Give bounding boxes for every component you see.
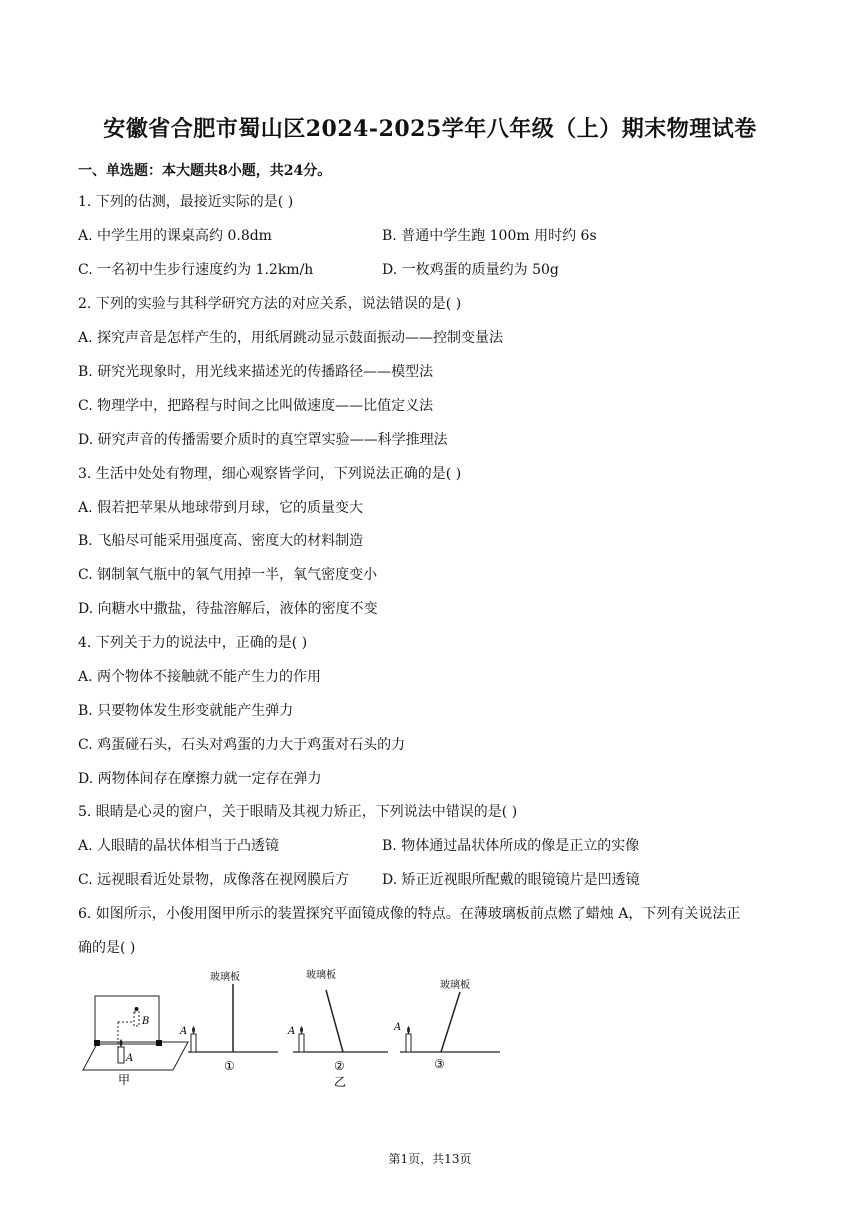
label-a-jia: A bbox=[126, 1053, 134, 1064]
glass-plate bbox=[95, 996, 159, 1044]
question-1-option-d: D. 一枚鸡蛋的质量约为 50g bbox=[382, 262, 559, 278]
question-2-option-b: B. 研究光现象时，用光线来描述光的传播路径——模型法 bbox=[78, 364, 434, 380]
clip-right bbox=[156, 1040, 162, 1046]
question-4-option-b: B. 只要物体发生形变就能产生弹力 bbox=[78, 703, 294, 719]
candle-3 bbox=[406, 1034, 411, 1052]
glass-label-1: 玻璃板 bbox=[210, 972, 240, 983]
question-5-stem: 5. 眼睛是心灵的窗户，关于眼睛及其视力矫正，下列说法中错误的是( ) bbox=[78, 804, 518, 820]
glass-label-2: 玻璃板 bbox=[306, 970, 336, 981]
question-6-stem-line2: 确的是( ) bbox=[78, 940, 136, 956]
question-1-stem: 1. 下列的估测，最接近实际的是( ) bbox=[78, 194, 294, 210]
label-3: ③ bbox=[434, 1057, 445, 1071]
label-a-1: A bbox=[180, 1026, 188, 1037]
question-3-stem: 3. 生活中处处有物理，细心观察皆学问，下列说法正确的是( ) bbox=[78, 466, 462, 482]
question-1-option-a: A. 中学生用的课桌高约 0.8dm bbox=[78, 228, 272, 244]
glass-tilted-forward bbox=[441, 992, 460, 1052]
label-jia: 甲 bbox=[118, 1073, 131, 1087]
glass-tilted-back bbox=[326, 990, 343, 1052]
question-5-option-b: B. 物体通过晶状体所成的像是正立的实像 bbox=[382, 838, 640, 854]
candle-1-flame bbox=[192, 1026, 195, 1034]
question-2-option-a: A. 探究声音是怎样产生的，用纸屑跳动显示鼓面振动——控制变量法 bbox=[78, 330, 504, 346]
question-3-option-d: D. 向糖水中撒盐，待盐溶解后，液体的密度不变 bbox=[78, 601, 378, 617]
candle-3-flame bbox=[407, 1026, 410, 1034]
question-4-stem: 4. 下列关于力的说法中，正确的是( ) bbox=[78, 635, 308, 651]
question-4-option-a: A. 两个物体不接触就不能产生力的作用 bbox=[78, 669, 322, 685]
mirror-experiment-figure bbox=[78, 962, 508, 1092]
candle-b-flame bbox=[135, 1007, 139, 1011]
label-1: ① bbox=[224, 1059, 235, 1073]
glass-label-3: 玻璃板 bbox=[440, 980, 470, 991]
label-2: ② bbox=[334, 1059, 345, 1073]
page-footer: 第1页，共13页 bbox=[388, 1152, 472, 1166]
figure-yi-2 bbox=[287, 968, 388, 1089]
label-b: B bbox=[142, 1016, 150, 1027]
section-heading: 一、单选题：本大题共8小题，共24分。 bbox=[78, 163, 332, 179]
candle-a-flame bbox=[120, 1039, 123, 1047]
table-outline bbox=[83, 1042, 188, 1070]
figure-jia bbox=[83, 996, 188, 1087]
question-5-option-c: C. 远视眼看近处景物，成像落在视网膜后方 bbox=[78, 872, 350, 888]
question-5-option-a: A. 人眼睛的晶状体相当于凸透镜 bbox=[78, 838, 280, 854]
question-5-option-d: D. 矫正近视眼所配戴的眼镜镜片是凹透镜 bbox=[382, 872, 640, 888]
question-1-option-c: C. 一名初中生步行速度约为 1.2km/h bbox=[78, 262, 314, 278]
figure-yi-1 bbox=[179, 970, 278, 1073]
question-3-option-b: B. 飞船尽可能采用强度高、密度大的材料制造 bbox=[78, 533, 364, 549]
question-2-option-d: D. 研究声音的传播需要介质时的真空罩实验——科学推理法 bbox=[78, 432, 448, 448]
question-1-option-b: B. 普通中学生跑 100m 用时约 6s bbox=[382, 228, 597, 244]
candle-a bbox=[118, 1047, 124, 1063]
label-a-3: A bbox=[394, 1022, 402, 1033]
label-yi: 乙 bbox=[334, 1075, 347, 1089]
candle-2-flame bbox=[300, 1026, 303, 1034]
candle-1 bbox=[191, 1034, 196, 1052]
question-4-option-d: D. 两物体间存在摩擦力就一定存在弹力 bbox=[78, 771, 322, 787]
candle-b bbox=[134, 1012, 139, 1026]
question-3-option-c: C. 钢制氧气瓶中的氧气用掉一半，氧气密度变小 bbox=[78, 567, 378, 583]
question-6-stem-line1: 6. 如图所示，小俊用图甲所示的装置探究平面镜成像的特点。在薄玻璃板前点燃了蜡烛 A，下列有关说法正 bbox=[78, 906, 741, 922]
page-title: 安徽省合肥市蜀山区2024-2025学年八年级（上）期末物理试卷 bbox=[103, 116, 757, 142]
figure-yi-3 bbox=[393, 978, 500, 1071]
question-4-option-c: C. 鸡蛋碰石头，石头对鸡蛋的力大于鸡蛋对石头的力 bbox=[78, 737, 406, 753]
question-2-stem: 2. 下列的实验与其科学研究方法的对应关系，说法错误的是( ) bbox=[78, 296, 462, 312]
clip-left bbox=[94, 1040, 100, 1046]
label-a-2: A bbox=[288, 1026, 296, 1037]
candle-2 bbox=[299, 1034, 304, 1052]
question-3-option-a: A. 假若把苹果从地球带到月球，它的质量变大 bbox=[78, 500, 364, 516]
question-2-option-c: C. 物理学中，把路程与时间之比叫做速度——比值定义法 bbox=[78, 398, 434, 414]
